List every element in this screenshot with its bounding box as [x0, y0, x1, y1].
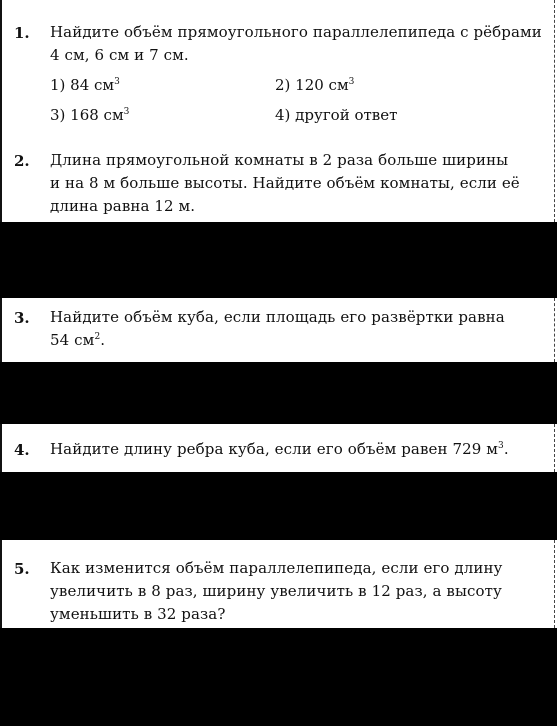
task-1-option-3: [50, 106, 129, 124]
task-3-sup: 2: [94, 332, 101, 342]
dashed-border: [554, 0, 555, 222]
task-3-panel: [0, 298, 557, 362]
task-5-number: 5.: [14, 560, 30, 578]
task-2-number: 2.: [14, 152, 30, 170]
task-3-end: .: [100, 331, 106, 349]
task-1-panel: [0, 0, 557, 222]
task-3-line-2: [50, 329, 505, 352]
dashed-border: [554, 424, 555, 472]
task-3-number: 3.: [14, 309, 30, 327]
task-4-end: .: [503, 440, 509, 458]
task-4-main: Найдите длину ребра куба, если его объём равен 729 м: [50, 440, 499, 458]
option-label: 2) 120 см: [275, 76, 349, 94]
task-1-text: Найдите объём прямоугольного параллелепипеда с рёбрами 4 см, 6 см и 7 см.: [50, 23, 542, 64]
option-sup: 3: [348, 77, 355, 87]
option-label: 3) 168 см: [50, 106, 124, 124]
dashed-border: [554, 540, 555, 628]
task-3-text: [50, 306, 505, 352]
task-1-option-4: [275, 106, 397, 124]
option-label: 4) другой ответ: [275, 106, 398, 124]
task-4-panel: [0, 424, 557, 472]
task-1-option-1: [50, 76, 120, 94]
task-4-number: 4.: [14, 441, 30, 459]
task-1-number: 1.: [14, 24, 30, 42]
task-4-text: [50, 438, 509, 461]
option-sup: 3: [123, 107, 130, 117]
option-sup: 3: [114, 77, 120, 87]
task-3-line-1: Найдите объём куба, если площадь его развёртки равна: [50, 308, 505, 326]
task-1-option-2: [275, 76, 354, 94]
task-5-text: Как изменится объём параллелепипеда, если его длину увеличить в 8 раз, ширину увеличить в 12 раз, а высоту уменьшить в 32 раза?: [50, 559, 503, 623]
task-5-panel: [0, 540, 557, 628]
task-3-value: 54 см: [50, 331, 95, 349]
task-4-sup: 3: [498, 441, 504, 451]
option-label: 1) 84 см: [50, 76, 115, 94]
task-2-text: Длина прямоугольной комнаты в 2 раза больше ширины и на 8 м больше высоты. Найдите объём комнаты, если её длина равна 12 м.: [50, 151, 520, 215]
dashed-border: [554, 298, 555, 362]
